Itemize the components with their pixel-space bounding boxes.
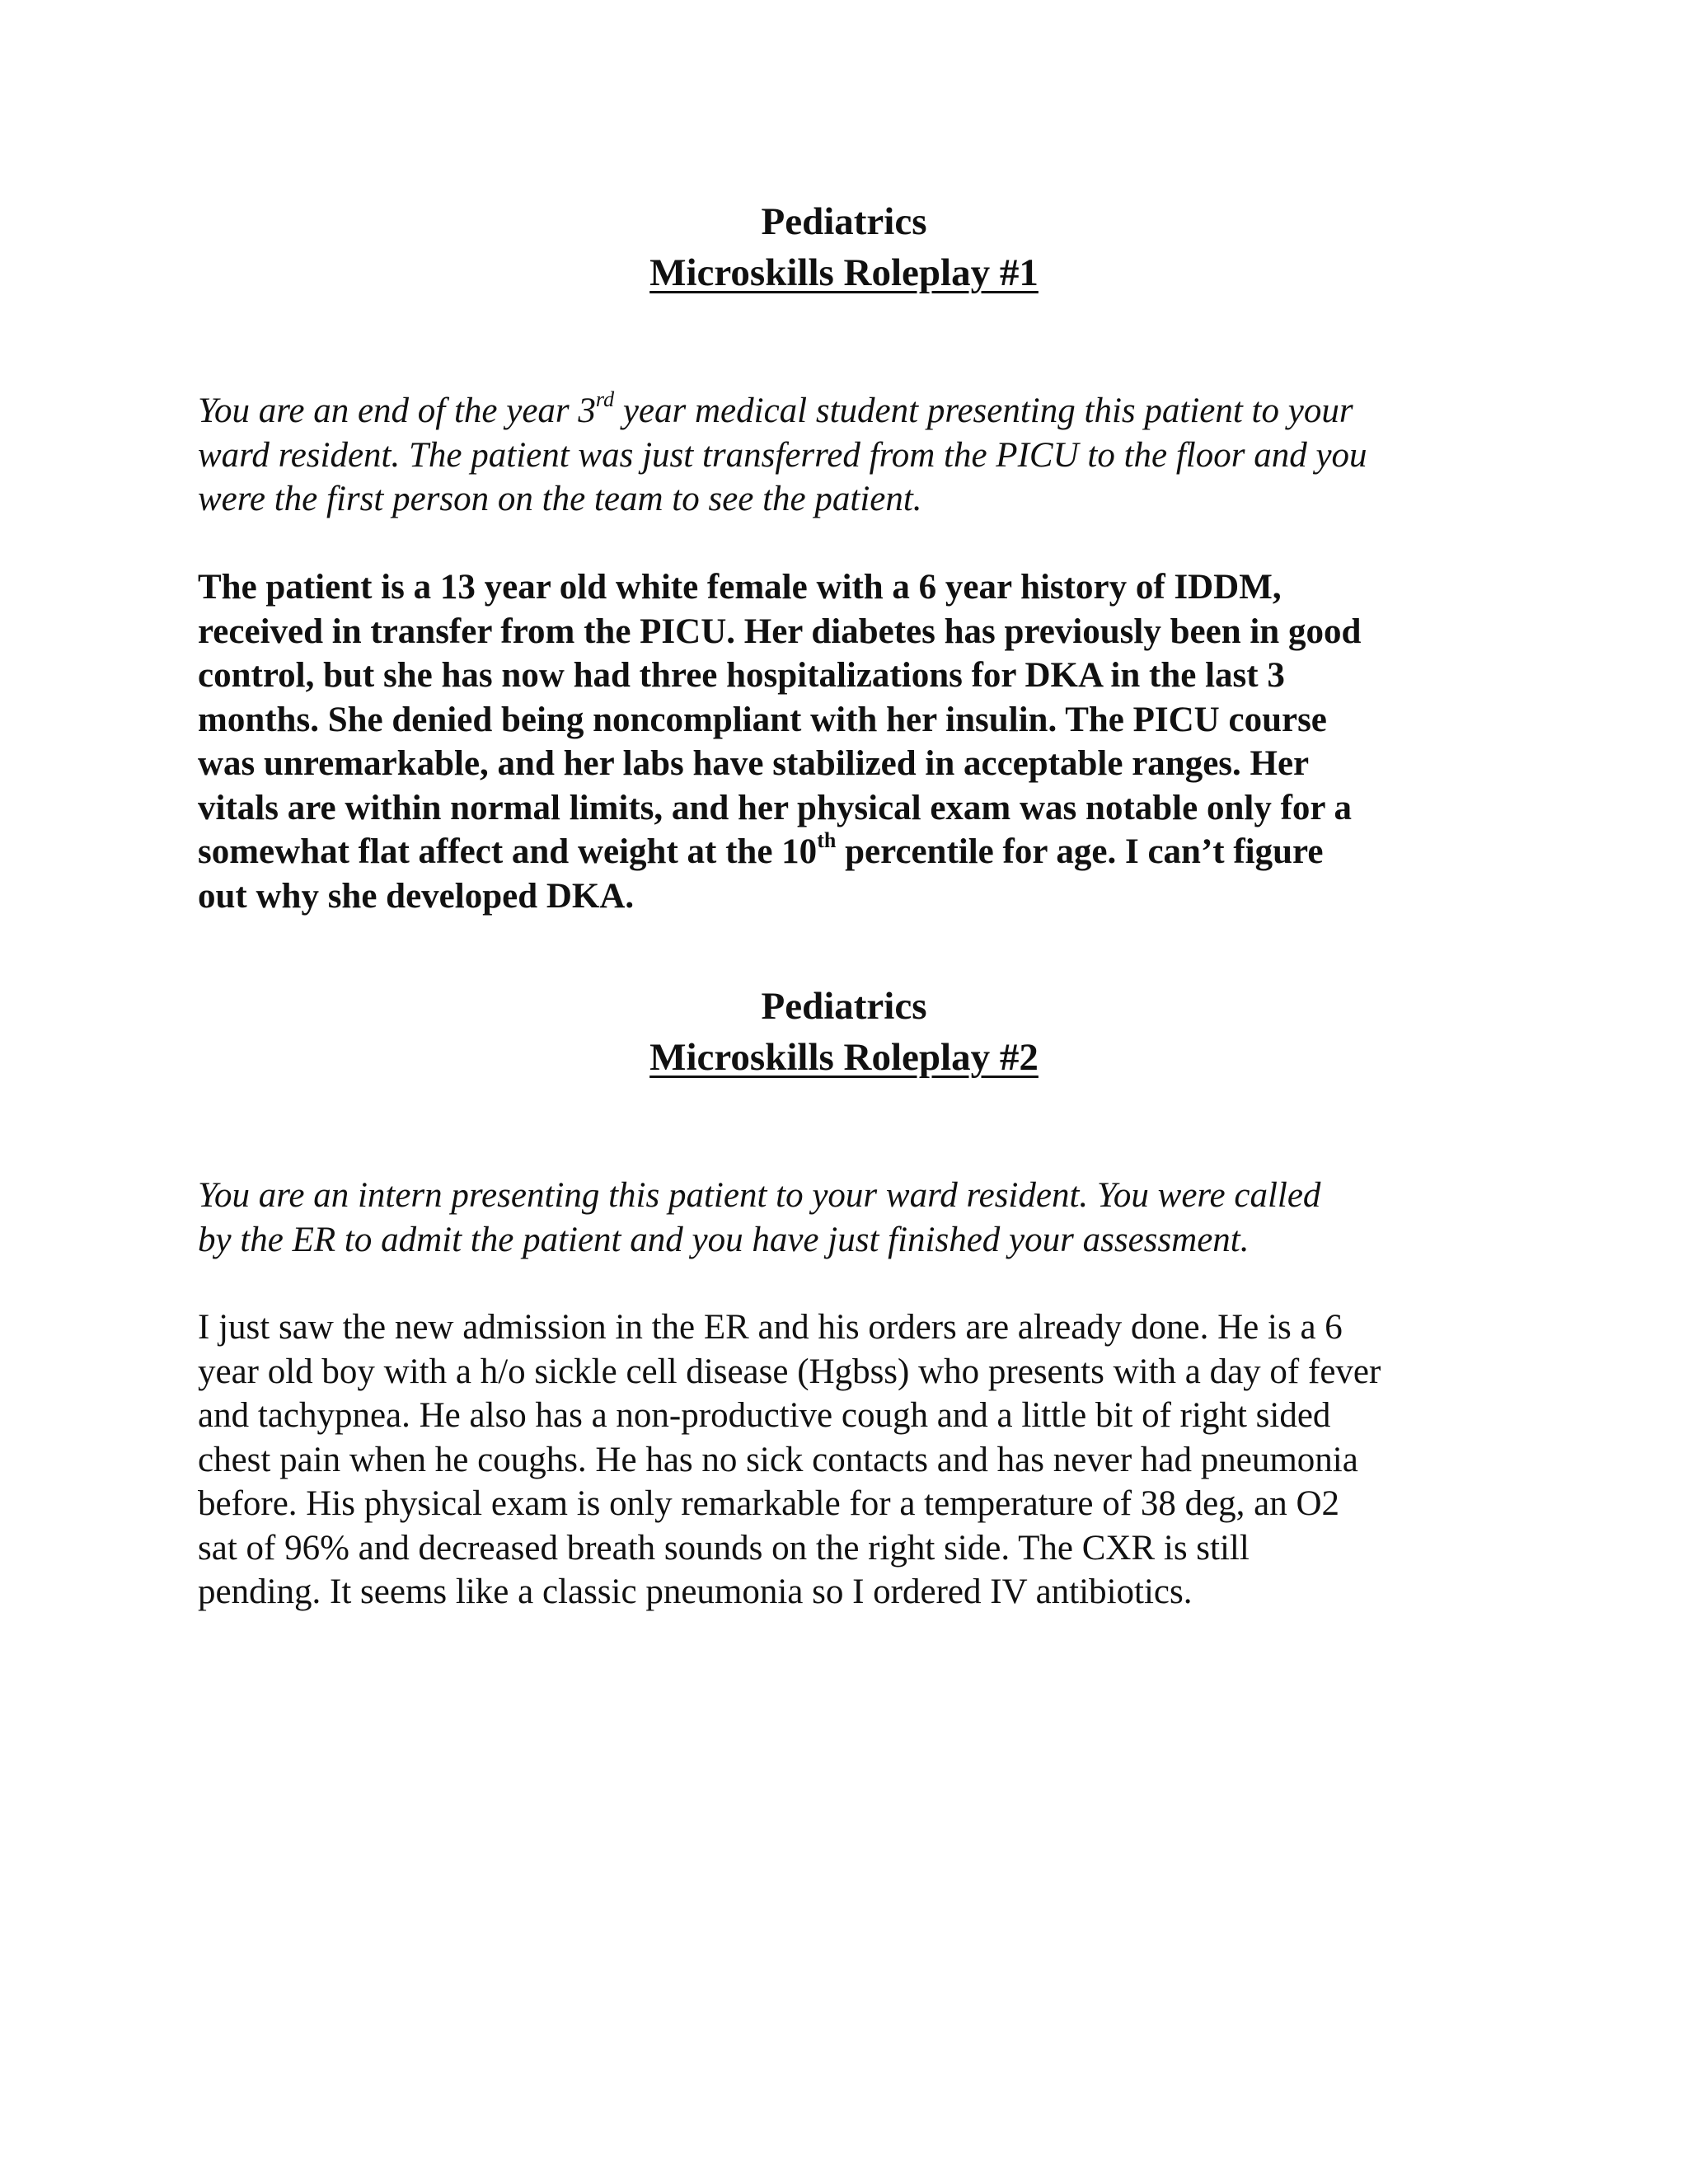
roleplay-2-case-line: sat of 96% and decreased breath sounds on the right side. The CXR is still: [198, 1528, 1250, 1568]
roleplay-2-case-line: before. His physical exam is only remarkable for a temperature of 38 deg, an O2: [198, 1484, 1340, 1523]
roleplay-2-case-line: I just saw the new admission in the ER and his orders are already done. He is a 6: [198, 1308, 1343, 1347]
roleplay-2-case-line: year old boy with a h/o sickle cell disease (Hgbss) who presents with a day of fever: [198, 1352, 1381, 1391]
roleplay-1-title: Pediatrics: [761, 200, 927, 243]
roleplay-1-intro-text: You are an end of the year 3: [198, 391, 596, 430]
roleplay-1-intro-line: [198, 389, 1517, 434]
roleplay-2-case-line: and tachypnea. He also has a non-productive cough and a little bit of right sided: [198, 1396, 1331, 1435]
roleplay-1-intro-superscript: rd: [595, 387, 615, 411]
roleplay-1-intro-text: year medical student presenting this patient to your: [614, 391, 1353, 430]
roleplay-1-intro: [198, 389, 1517, 522]
roleplay-2-case-line: pending. It seems like a classic pneumonia so I ordered IV antibiotics.: [198, 1572, 1193, 1611]
roleplay-1-case-line: The patient is a 13 year old white female with a 6 year history of IDDM,: [198, 568, 1282, 607]
roleplay-2-title: Pediatrics: [761, 985, 927, 1028]
roleplay-2-subtitle: Microskills Roleplay #2: [649, 1036, 1039, 1079]
roleplay-1-case-line: months. She denied being noncompliant with her insulin. The PICU course: [198, 700, 1327, 739]
roleplay-1-intro-line: ward resident. The patient was just transferred from the PICU to the floor and you: [198, 435, 1367, 475]
roleplay-1-case-text: percentile for age. I can’t figure: [836, 832, 1324, 871]
roleplay-2-heading: [0, 981, 1688, 1083]
roleplay-1-case-line: out why she developed DKA.: [198, 876, 635, 916]
roleplay-1-heading: [0, 196, 1688, 298]
roleplay-1-case-line: control, but she has now had three hospitalizations for DKA in the last 3: [198, 656, 1285, 695]
roleplay-2-intro-line: You are an intern presenting this patient to your ward resident. You were called: [198, 1176, 1321, 1215]
roleplay-1-case-superscript: th: [817, 827, 837, 852]
roleplay-1-case-line: was unremarkable, and her labs have stabilized in acceptable ranges. Her: [198, 744, 1310, 783]
roleplay-1-case: [198, 565, 1517, 918]
roleplay-2-case-line: chest pain when he coughs. He has no sick contacts and has never had pneumonia: [198, 1440, 1358, 1479]
roleplay-1-case-line: vitals are within normal limits, and her physical exam was notable only for a: [198, 788, 1352, 827]
roleplay-2-intro-line: by the ER to admit the patient and you have just finished your assessment.: [198, 1220, 1250, 1259]
roleplay-2-case: [198, 1305, 1517, 1615]
roleplay-1-case-line: [198, 827, 1517, 874]
roleplay-1-case-line: received in transfer from the PICU. Her diabetes has previously been in good: [198, 612, 1362, 651]
roleplay-2-intro: [198, 1174, 1517, 1262]
roleplay-1-intro-line: were the first person on the team to see the patient.: [198, 480, 922, 518]
roleplay-1-subtitle: Microskills Roleplay #1: [649, 251, 1039, 294]
roleplay-1-case-text: somewhat flat affect and weight at the 10: [198, 832, 818, 871]
